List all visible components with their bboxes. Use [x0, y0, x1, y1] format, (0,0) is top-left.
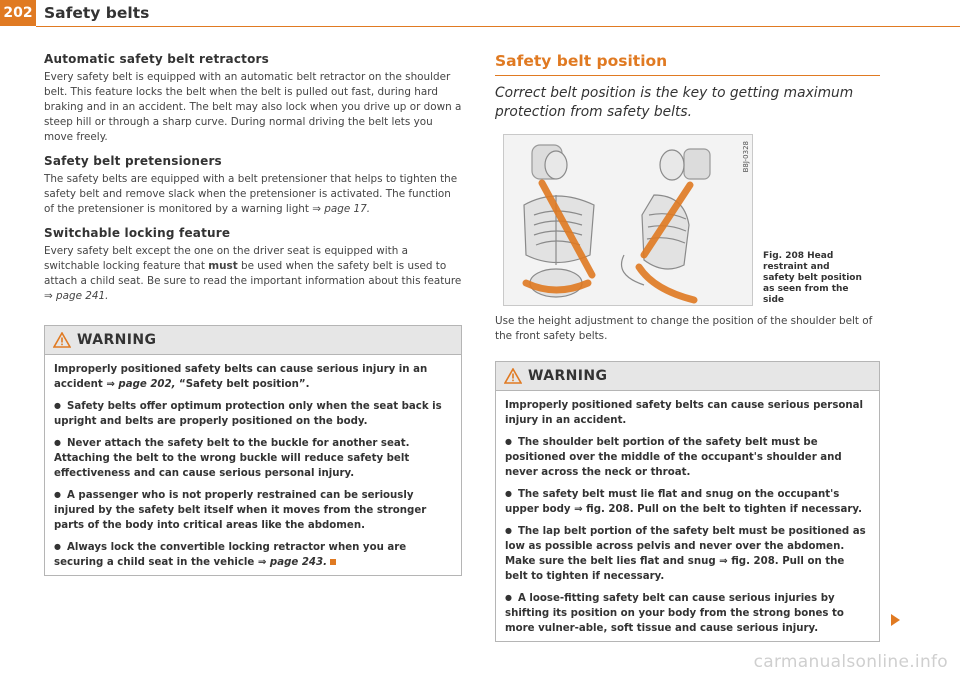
figure-208 [503, 134, 753, 306]
belt-position-illustration [504, 135, 752, 305]
text-locking-feature: Every safety belt except the one on the driver seat is equipped with a switchable locking feature that must be used when the safety belt is used to attach a child seat. Be sure to read the important information about this feature ⇒ page 241. [44, 245, 462, 302]
text-retractors: Every safety belt is equipped with an automatic belt retractor on the shoulder belt. This feature locks the belt when the belt is pulled out fast, during hard braking and in an accident. The belt may also lock when you drive up or down a steep hill or through a sharp curve. During normal driving the belt lets you move freely. [44, 71, 462, 143]
heading-pretensioners: Safety belt pretensioners [44, 154, 222, 168]
page-number: 202 [0, 0, 36, 26]
header-rule [36, 26, 960, 27]
warning-bullet: ● The lap belt portion of the safety belt must be positioned as low as possible across pelvis and never over the abdomen. Make sure the belt lies flat and snug ⇒ fig. 208. Pull on the belt to tighten if necessary. [505, 523, 870, 584]
figure-caption: Fig. 208 Head restraint and safety belt position as seen from the side [763, 251, 862, 305]
warning-bullet: ● Never attach the safety belt to the buckle for another seat. Attaching the belt to the wrong buckle will reduce safety belt effectiveness and can cause serious personal injury. [54, 435, 452, 481]
section-rule [495, 75, 880, 76]
warning-header [496, 362, 879, 391]
height-adjustment-text: Use the height adjustment to change the position of the shoulder belt of the front safety belts. [495, 315, 873, 342]
warning-title: WARNING [77, 332, 157, 348]
warning-title: WARNING [528, 368, 608, 384]
warning-box-left [44, 325, 462, 576]
warning-bullet: ● A passenger who is not properly restrained can be seriously injured by the safety belt itself when it moves from the stronger parts of the body into critical areas like the abdomen. [54, 487, 452, 533]
warning-bullet: ● The shoulder belt portion of the safety belt must be positioned over the middle of the occupant's shoulder and never across the neck or throat. [505, 434, 870, 480]
warning-body-left [45, 355, 461, 575]
lead-text: Correct belt position is the key to getting maximum protection from safety belts. [495, 85, 854, 120]
warning-bullet: ● A loose-fitting safety belt can cause serious injuries by shifting its position on your body from the strong bones to more vulner-able, soft tissue and cause serious injury. [505, 590, 870, 636]
warning-bullet: ● The safety belt must lie flat and snug on the occupant's upper body ⇒ fig. 208. Pull on the belt to tighten if necessary. [505, 486, 870, 517]
ref-page-241[interactable]: ⇒ page 241. [44, 290, 109, 302]
warning-header [45, 326, 461, 355]
ref-page-17[interactable]: ⇒ page 17. [312, 203, 371, 215]
figure-code: B8J-0328 [742, 141, 750, 173]
section-title: Safety belt position [495, 52, 668, 70]
ref-page-243[interactable]: ⇒ page 243. [257, 557, 327, 568]
warning-box-right [495, 361, 880, 642]
running-header-title: Safety belts [44, 4, 150, 22]
warning-body-right [496, 391, 879, 641]
heading-locking-feature: Switchable locking feature [44, 226, 231, 240]
continue-arrow-icon [891, 614, 900, 626]
warning-bullet: ● Safety belts offer optimum protection only when the seat back is upright and belts are properly positioned on the body. [54, 398, 452, 429]
figure-row [495, 134, 880, 306]
warning-intro: Improperly positioned safety belts can cause serious personal injury in an accident. [505, 400, 864, 426]
warning-triangle-icon [53, 332, 71, 348]
heading-retractors: Automatic safety belt retractors [44, 52, 270, 66]
end-of-section-marker [330, 559, 336, 565]
warning-triangle-icon [504, 368, 522, 384]
warning-intro: Improperly positioned safety belts can cause serious injury in an accident ⇒ page 202, “Safety belt position”. [54, 364, 428, 390]
watermark: carmanualsonline.info [753, 652, 948, 672]
warning-bullet: ● Always lock the convertible locking retractor when you are securing a child seat in the vehicle ⇒ page 243. [54, 539, 452, 570]
text-pretensioners: The safety belts are equipped with a belt pretensioner that helps to tighten the safety belt and remove slack when the pretensioner is activated. The function of the pretensioner is monitored by a warning light ⇒ page 17. [44, 173, 458, 215]
left-column [44, 52, 462, 576]
right-column [495, 52, 880, 642]
